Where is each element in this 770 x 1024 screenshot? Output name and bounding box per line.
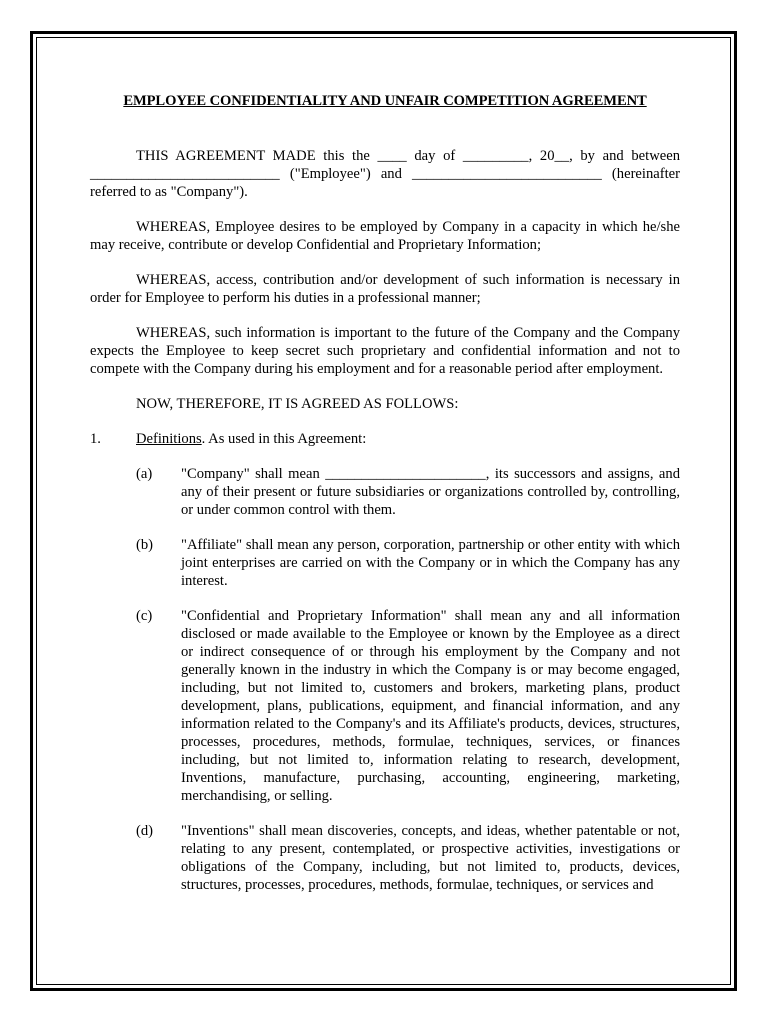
whereas-paragraph-3: WHEREAS, such information is important to the future of the Company and the Company expects the Employee to keep secret such proprietary and confidential information and not to compete with the Company during his employment and for a reasonable period after employment.	[90, 325, 680, 377]
item-text: "Company" shall mean ______________________, its successors and assigns, and any of their present or future subsidiaries or organizations controlled by, controlling, or under common control with them.	[181, 466, 680, 518]
item-text: "Confidential and Proprietary Information" shall mean any and all information disclosed or made available to the Employee or known by the Employee as a direct or indirect consequence of or through his employment by the Company and not generally known in the industry in which the Company is or may become engaged, including, but not limited to, customers and brokers, marketing plans, product development, plans, publications, equipment, and financial information, and any information related to the Company's and its Affiliate's products, devices, structures, processes, procedures, methods, formulae, techniques, services, or finances including, but not limited to, information relating to research, development, Inventions, manufacture, purchasing, accounting, engineering, marketing, merchandising, or selling.	[181, 608, 680, 804]
section-1-heading	[90, 430, 680, 448]
whereas-paragraph-2: WHEREAS, access, contribution and/or development of such information is necessary in order for Employee to perform his duties in a professional manner;	[90, 272, 680, 306]
definition-item-c	[90, 607, 680, 805]
section-lead: . As used in this Agreement:	[201, 431, 367, 447]
item-label: (a)	[136, 466, 153, 482]
section-title: Definitions	[136, 431, 202, 447]
definition-item-d	[90, 822, 680, 894]
item-text: "Affiliate" shall mean any person, corporation, partnership or other entity with which joint enterprises are carried on with the Company or in which the Company has any interest.	[181, 537, 680, 589]
definition-item-b	[90, 536, 680, 590]
agreed-statement: NOW, THEREFORE, IT IS AGREED AS FOLLOWS:	[136, 396, 459, 412]
section-number: 1.	[90, 431, 101, 447]
document-title: EMPLOYEE CONFIDENTIALITY AND UNFAIR COMPETITION AGREEMENT	[123, 93, 647, 109]
item-label: (b)	[136, 537, 154, 553]
definition-item-a	[90, 465, 680, 519]
intro-paragraph: THIS AGREEMENT MADE this the ____ day of _________, 20__, by and between __________________________ ("Employee") and __________________________ (hereinafter referred to as "Company").	[90, 148, 680, 200]
item-label: (c)	[136, 608, 153, 624]
item-text: "Inventions" shall mean discoveries, concepts, and ideas, whether patentable or not, relating to any present, contemplated, or prospective activities, investigations or obligations of the Company, including, but not limited to, products, devices, structures, processes, procedures, methods, formulae, techniques, or services and	[181, 823, 680, 893]
item-label: (d)	[136, 823, 154, 839]
whereas-paragraph-1: WHEREAS, Employee desires to be employed by Company in a capacity in which he/she may receive, contribute or develop Confidential and Proprietary Information;	[90, 219, 680, 253]
document-page	[90, 92, 680, 911]
